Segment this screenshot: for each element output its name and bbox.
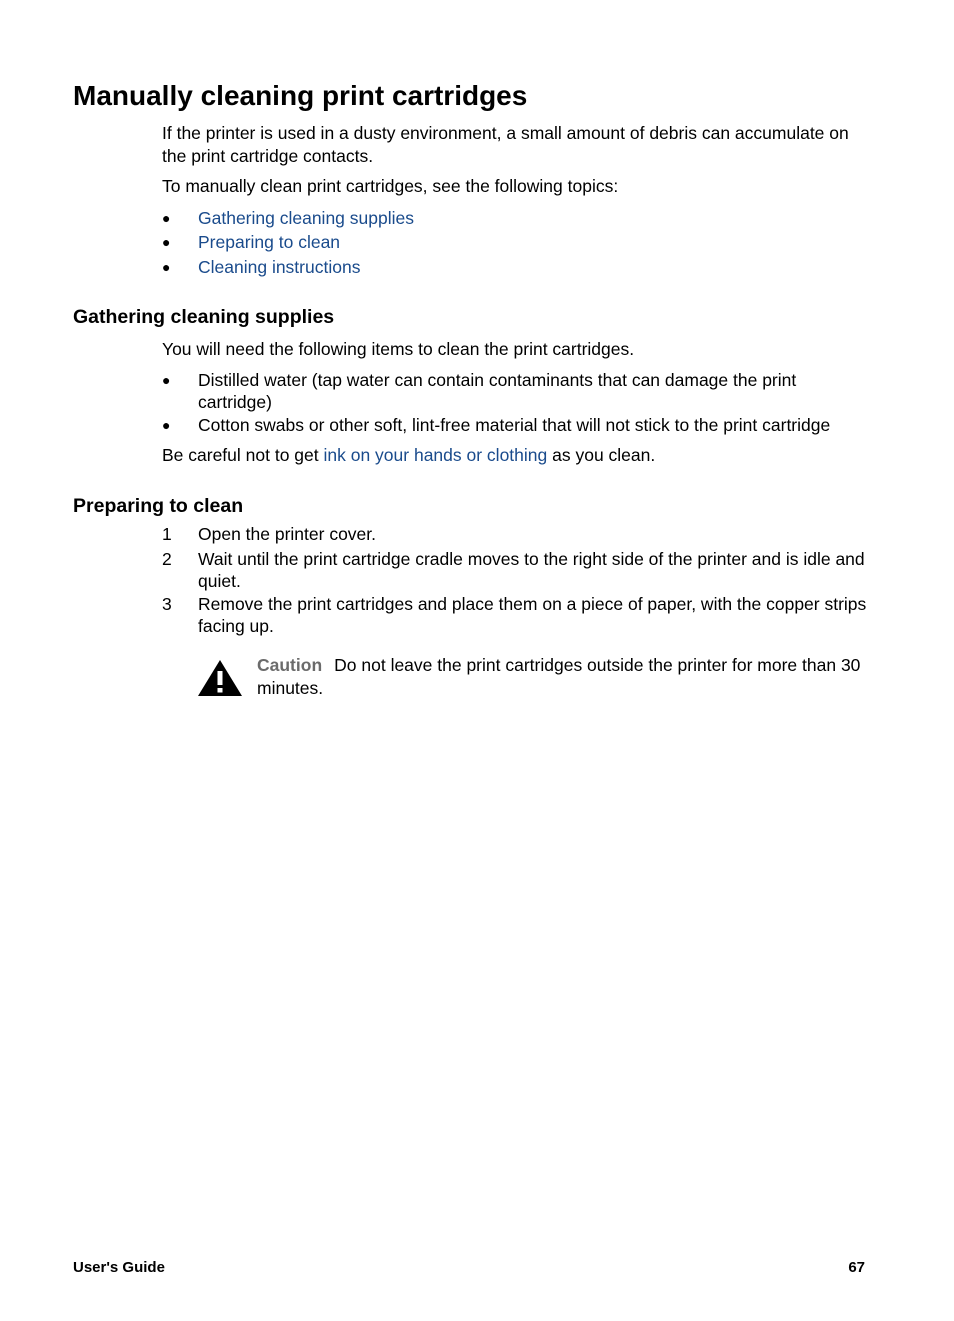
list-item: [162, 414, 872, 437]
caution-message: Do not leave the print cartridges outside the printer for more than 30 minutes.: [257, 655, 861, 698]
section-heading-gathering: Gathering cleaning supplies: [73, 306, 335, 328]
supplies-list: [162, 369, 872, 437]
caution-label: Caution: [257, 655, 323, 675]
step-number: 1: [162, 524, 172, 544]
list-item: [162, 230, 872, 255]
careful-paragraph: [162, 444, 872, 467]
caution-note: [197, 654, 877, 699]
link-ink-on-hands-or-clothing[interactable]: ink on your hands or clothing: [323, 445, 548, 465]
link-gathering-cleaning-supplies[interactable]: Gathering cleaning supplies: [198, 207, 414, 228]
footer-page-number: 67: [848, 1259, 865, 1276]
bullet-icon: ●: [162, 416, 171, 433]
supply-item-text: Cotton swabs or other soft, lint-free material that will not stick to the print cartridge: [198, 414, 831, 435]
careful-text-after: as you clean.: [547, 445, 656, 465]
list-item: [162, 548, 872, 593]
bullet-icon: ●: [162, 234, 171, 250]
step-text: Open the printer cover.: [198, 524, 377, 544]
list-item: [162, 255, 872, 280]
list-item: [162, 593, 872, 638]
careful-text-before: Be careful not to get: [162, 445, 324, 465]
topics-intro: To manually clean print cartridges, see the following topics:: [162, 176, 619, 196]
link-preparing-to-clean[interactable]: Preparing to clean: [198, 232, 341, 252]
intro-section: [162, 122, 872, 279]
supply-item-text: Distilled water (tap water can contain contaminants that can damage the print cartridge): [198, 369, 797, 412]
list-item: [162, 369, 872, 414]
intro-paragraph: If the printer is used in a dusty environment, a small amount of debris can accumulate on the print cartridge contacts.: [162, 123, 849, 166]
warning-triangle-icon: [197, 659, 243, 697]
section-heading-preparing: Preparing to clean: [73, 495, 244, 517]
step-number: 2: [162, 548, 172, 569]
step-text: Wait until the print cartridge cradle moves to the right side of the printer and is idle and quiet.: [198, 548, 865, 591]
caution-text: [257, 654, 877, 699]
step-text: Remove the print cartridges and place them on a piece of paper, with the copper strips facing up.: [198, 593, 867, 636]
preparing-section: [162, 523, 872, 638]
step-number: 3: [162, 593, 172, 614]
bullet-icon: ●: [162, 209, 171, 226]
gathering-section: [162, 338, 872, 467]
list-item: [162, 523, 872, 546]
bullet-icon: ●: [162, 371, 171, 388]
bullet-icon: ●: [162, 258, 171, 275]
supplies-intro: You will need the following items to clean the print cartridges.: [162, 339, 635, 359]
steps-list: [162, 523, 872, 638]
list-item: [162, 206, 872, 231]
link-cleaning-instructions[interactable]: Cleaning instructions: [198, 256, 361, 277]
topics-list: [162, 206, 872, 280]
page-title: Manually cleaning print cartridges: [73, 80, 528, 111]
footer-guide-title: User's Guide: [73, 1259, 165, 1276]
